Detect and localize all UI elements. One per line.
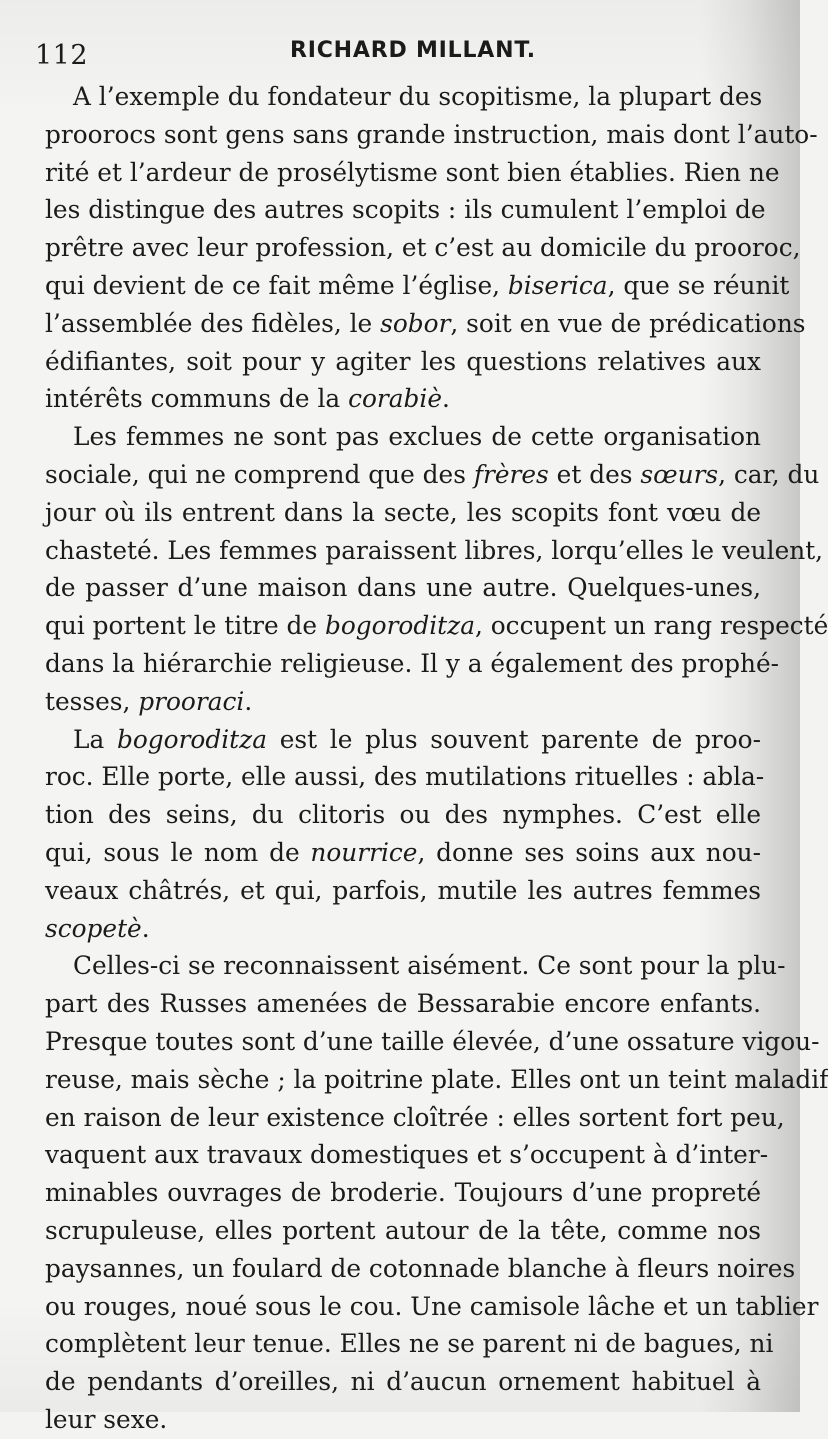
paragraph [45,721,765,948]
running-head: RICHARD MILLANT. [290,38,536,63]
text-segment: jour où ils entrent dans la secte, les scopits font vœu de [45,497,761,527]
text-segment: Les femmes ne sont pas exclues de cette organisation [73,422,761,452]
text-segment: tion des seins, du clitoris ou des nymphes. C’est elle [45,800,761,830]
text-line [45,78,761,116]
italic-term: bogoroditza [116,724,267,754]
text-segment: et des [548,459,641,489]
text-segment: complètent leur tenue. Elles ne se parent ni de bagues, ni [45,1329,774,1359]
text-segment: de pendants d’oreilles, ni d’aucun ornement habituel à [45,1367,761,1397]
text-segment: paysannes, un foulard de cotonnade blanche à fleurs noires [45,1253,796,1283]
text-segment: , que se réunit [607,270,790,300]
text-line [45,796,761,834]
italic-term: scopetè [45,913,142,943]
text-segment: minables ouvrages de broderie. Toujours d’une propreté [45,1178,761,1208]
text-segment: qui portent le titre de [45,611,325,641]
text-segment: édifiantes, soit pour y agiter les questions relatives aux [45,346,761,376]
text-segment: en raison de leur existence cloîtrée : elles sortent fort peu, [45,1102,785,1132]
italic-term: frères [473,459,549,489]
text-segment: vaquent aux travaux domestiques et s’occupent à d’inter- [45,1140,769,1170]
text-segment: ou rouges, noué sous le cou. Une camisole lâche et un tablier [45,1291,819,1321]
italic-term: biserica [507,270,608,300]
text-segment: . [141,913,150,943]
text-segment: leur sexe. [45,1404,168,1434]
body-text [45,78,828,1439]
text-line [45,872,761,910]
text-segment: veaux châtrés, et qui, parfois, mutile les autres femmes [45,875,761,905]
text-segment: , soit en vue de prédications [450,308,806,338]
text-segment: , occupent un rang respecté [474,611,828,641]
text-segment: , donne ses soins aux nou- [417,837,762,867]
text-line [45,1212,761,1250]
text-line [45,456,820,494]
text-segment: La [73,724,117,754]
text-segment: l’assemblée des fidèles, le [45,308,381,338]
text-line [45,758,765,796]
text-line [45,267,790,305]
text-segment: . [244,686,253,716]
text-line [45,1136,769,1174]
text-line [45,494,761,532]
text-line [45,1325,774,1363]
text-line [45,910,761,948]
text-line [45,683,761,721]
text-segment: Presque toutes sont d’une taille élevée, d’une ossature vigou- [45,1026,820,1056]
text-line [45,305,806,343]
text-segment: sociale, qui ne comprend que des [45,459,474,489]
italic-term: prooraci [138,686,245,716]
text-line [45,418,761,456]
italic-term: corabiè [348,384,442,414]
text-segment: dans la hiérarchie religieuse. Il y a également des prophé- [45,648,780,678]
text-segment: les distingue des autres scopits : ils cumulent l’emploi de [45,195,766,225]
text-line [45,229,801,267]
text-line [45,191,766,229]
text-segment: intérêts communs de la [45,384,349,414]
text-segment: part des Russes amenées de Bessarabie encore enfants. [45,989,761,1019]
text-segment: proorocs sont gens sans grande instruction, mais dont l’auto- [45,119,818,149]
paragraph [45,78,818,418]
page-number: 112 [35,40,89,71]
paragraph [45,947,828,1438]
text-line [45,343,761,381]
text-segment: rité et l’ardeur de prosélytisme sont bien établies. Rien ne [45,157,780,187]
text-line [45,154,780,192]
text-segment: roc. Elle porte, elle aussi, des mutilations rituelles : abla- [45,762,765,792]
text-segment: est le plus souvent parente de proo- [266,724,761,754]
text-segment: chasteté. Les femmes paraissent libres, lorqu’elles le veulent, [45,535,824,565]
italic-term: bogoroditza [324,611,475,641]
page-header [35,30,760,74]
text-line [45,1250,796,1288]
text-line [45,1288,819,1326]
text-line [45,607,828,645]
text-line [45,985,761,1023]
text-segment: Celles-ci se reconnaissent aisément. Ce sont pour la plu- [73,951,786,981]
text-line [45,1401,761,1439]
text-line [45,1363,761,1401]
text-line [45,116,818,154]
text-line [45,1099,785,1137]
text-line [45,569,761,607]
text-segment: de passer d’une maison dans une autre. Quelques-unes, [45,573,761,603]
italic-term: nourrice [310,837,418,867]
text-segment: A l’exemple du fondateur du scopitisme, la plupart des [73,82,763,111]
text-segment: prêtre avec leur profession, et c’est au domicile du prooroc, [45,233,801,263]
text-line [45,1061,828,1099]
text-segment: tesses, [45,686,139,716]
italic-term: sœurs [640,459,719,489]
italic-term: sobor [380,308,451,338]
text-segment: . [442,384,450,414]
text-segment: reuse, mais sèche ; la poitrine plate. Elles ont un teint maladif [45,1064,828,1094]
text-line [45,645,780,683]
text-segment: qui, sous le nom de [45,837,311,867]
text-line [45,380,761,418]
text-segment: qui devient de ce fait même l’église, [45,270,508,300]
text-line [45,721,761,759]
text-line [45,947,786,985]
paragraph [45,418,828,720]
text-line [45,1023,820,1061]
text-line [45,1174,761,1212]
text-line [45,532,824,570]
text-segment: scrupuleuse, elles portent autour de la tête, comme nos [45,1215,761,1245]
text-segment: , car, du [718,459,820,489]
text-line [45,834,761,872]
